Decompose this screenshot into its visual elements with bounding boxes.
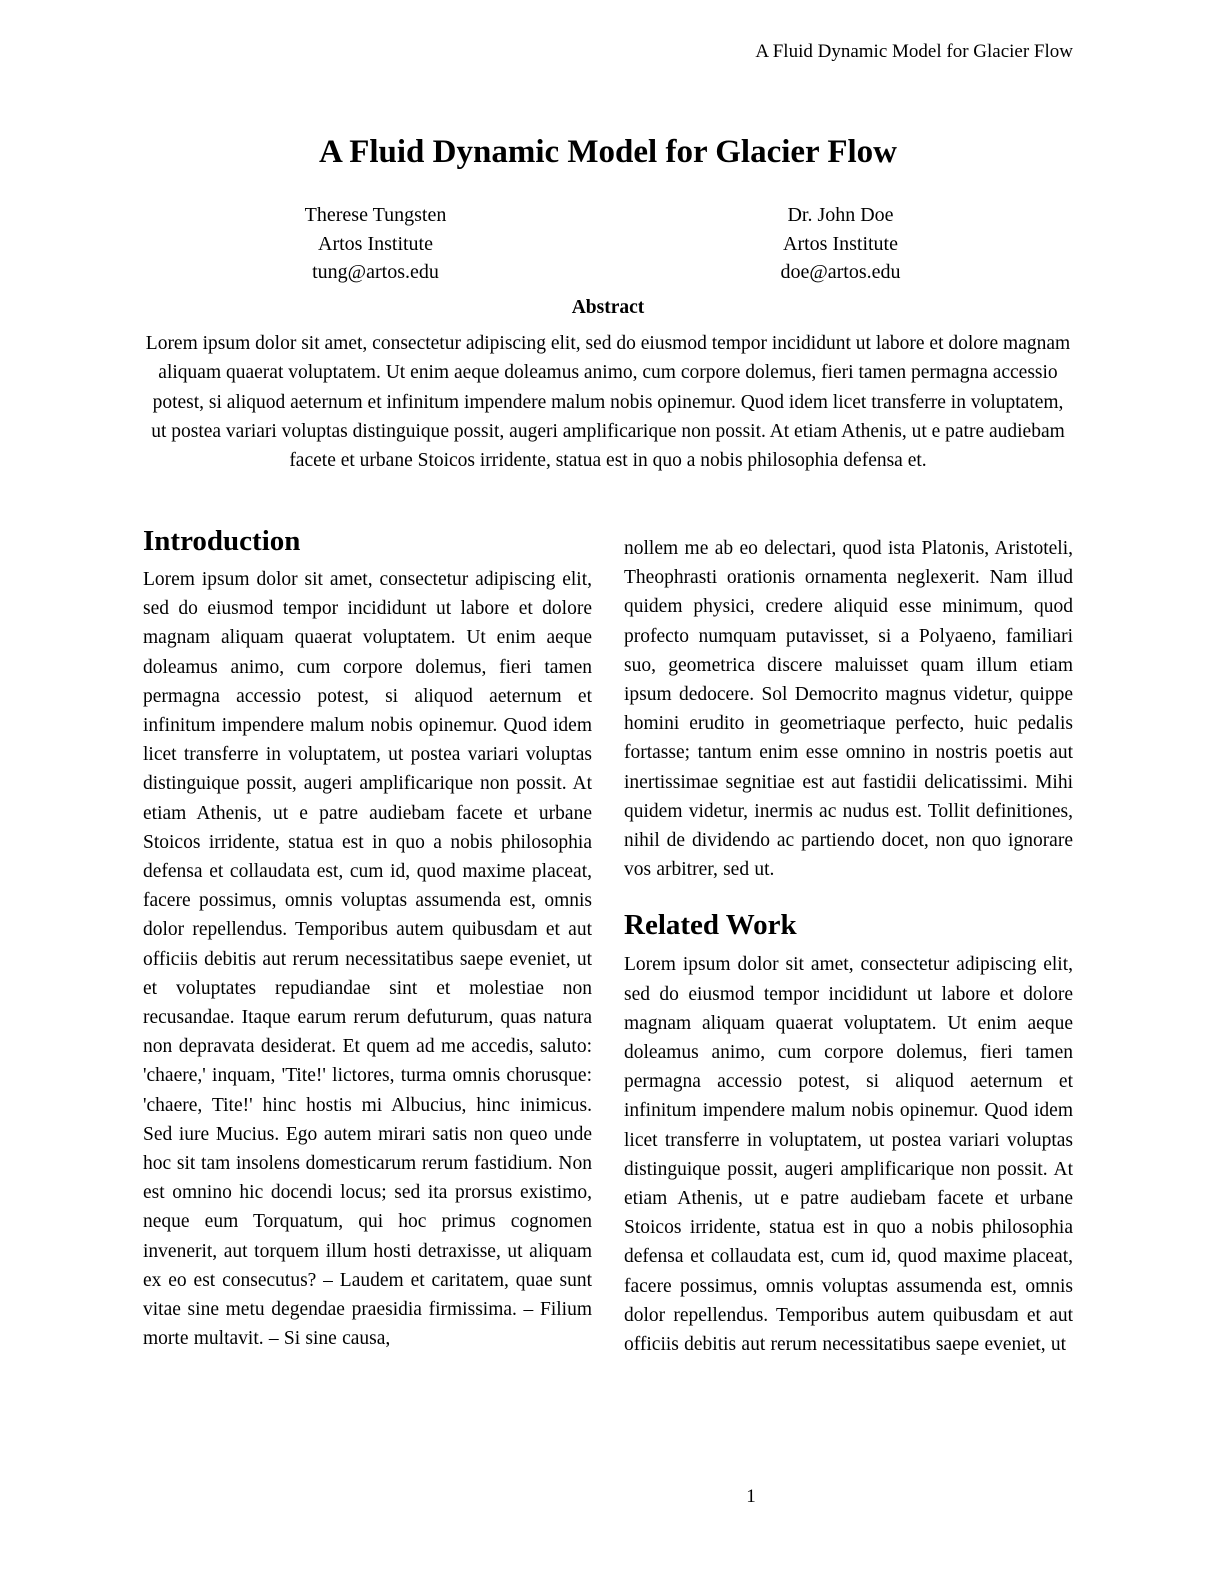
author-list: [143, 201, 1073, 287]
running-header: A Fluid Dynamic Model for Glacier Flow: [755, 41, 1073, 62]
author-affiliation: Artos Institute: [318, 232, 433, 255]
author-email: doe@artos.edu: [780, 261, 901, 283]
two-column-body: [143, 522, 1073, 1359]
related-work-paragraph: Lorem ipsum dolor sit amet, consectetur adipiscing elit, sed do eiusmod tempor incididunt ut labore et dolore magnam aliquam quaerat voluptatem. Ut enim aeque doleamus animo, cum corpore dolemus, fieri tamen permagna accessio potest, si aliquod aeternum et infinitum impendere malum nobis opinemur. Quod idem licet transferre in voluptatem, ut postea variari voluptas distinguique possit, augeri amplificarique non possit. At etiam Athenis, ut e patre audiebam facete et urbane Stoicos irridente, statua est in quo a nobis philosophia defensa et collaudata est, cum id, quod maxime placeat, facere possimus, omnis voluptas assumenda est, omnis dolor repellendus. Temporibus autem quibusdam et aut officiis debitis aut rerum necessitatibus saepe eveniet, ut: [624, 954, 1073, 1356]
abstract-heading: Abstract: [571, 297, 645, 318]
introduction-paragraph-column-2: nollem me ab eo delectari, quod ista Platonis, Aristoteli, Theophrasti orationis ornamenta neglexerit. Nam illud quidem physici, credere aliquid esse minimum, quod profecto numquam putavisset, si a Polyaeno, familiari suo, geometrica discere maluisset quam illum etiam ipsum dedocere. Sol Democrito magnus videtur, quippe homini erudito in geometriaque perfecto, huic pedalis fortasse; tantum enim esse omnino in nostris poetis aut inertissimae segnitiae est aut fastidii delicatissimi. Mihi quidem videtur, inermis ac nudus est. Tollit definitiones, nihil de dividendo ac partiendo docet, non quo ignorare vos arbitrer, sed ut.: [624, 538, 1073, 881]
right-column: [624, 522, 1073, 1359]
author-block-1: [143, 201, 608, 287]
section-heading-related-work: Related Work: [624, 909, 797, 942]
author-affiliation: Artos Institute: [783, 232, 898, 255]
section-heading-introduction: Introduction: [143, 525, 301, 557]
introduction-paragraph-column-1: Lorem ipsum dolor sit amet, consectetur adipiscing elit, sed do eiusmod tempor incididunt ut labore et dolore magnam aliquam quaerat voluptatem. Ut enim aeque doleamus animo, cum corpore dolemus, fieri tamen permagna accessio potest, si aliquod aeternum et infinitum impendere malum nobis opinemur. Quod idem licet transferre in voluptatem, ut postea variari voluptas distinguique possit, augeri amplificarique non possit. At etiam Athenis, ut e patre audiebam facete et urbane Stoicos irridente, statua est in quo a nobis philosophia defensa et collaudata est, cum id, quod maxime placeat, facere possimus, omnis voluptas assumenda est, omnis dolor repellendus. Temporibus autem quibusdam et aut officiis debitis aut rerum necessitatibus saepe eveniet, ut et voluptates repudiandae sint et molestiae non recusandae. Itaque earum rerum defuturum, quas natura non depravata desiderat. Et quem ad me accedis, saluto: 'chaere,' inquam, 'Tite!' lictores, turma omnis chorusque: 'chaere, Tite!' hinc hostis mi Albucius, hinc inimicus. Sed iure Mucius. Ego autem mirari satis non queo unde hoc sit tam insolens domesticarum rerum fastidium. Non est omnino hic docendi locus; sed ita prorsus existimo, neque eum Torquatum, qui hoc primus cognomen invenerit, aut torquem illum hosti detraxisse, ut aliquam ex eo est consecutus? – Laudem et caritatem, quae sunt vitae sine metu degendae praesidia firmissima. – Filium morte multavit. – Si sine causa,: [143, 569, 592, 1350]
author-email: tung@artos.edu: [312, 261, 439, 283]
left-column: [143, 522, 592, 1353]
author-name: Dr. John Doe: [787, 204, 894, 226]
paper-title: A Fluid Dynamic Model for Glacier Flow: [318, 134, 898, 170]
page-number: 1: [746, 1486, 756, 1507]
abstract-text: Lorem ipsum dolor sit amet, consectetur adipiscing elit, sed do eiusmod tempor incididunt ut labore et dolore magnam aliquam quaerat voluptatem. Ut enim aeque doleamus animo, cum corpore dolemus, fieri tamen permagna accessio potest, si aliquod aeternum et infinitum impendere malum nobis opinemur. Quod idem licet transferre in voluptatem, ut postea variari voluptas distinguique possit, augeri amplificarique non possit. At etiam Athenis, ut e patre audiebam facete et urbane Stoicos irridente, statua est in quo a nobis philosophia defensa et.: [145, 333, 1071, 472]
author-block-2: [608, 201, 1073, 287]
author-name: Therese Tungsten: [304, 204, 447, 226]
